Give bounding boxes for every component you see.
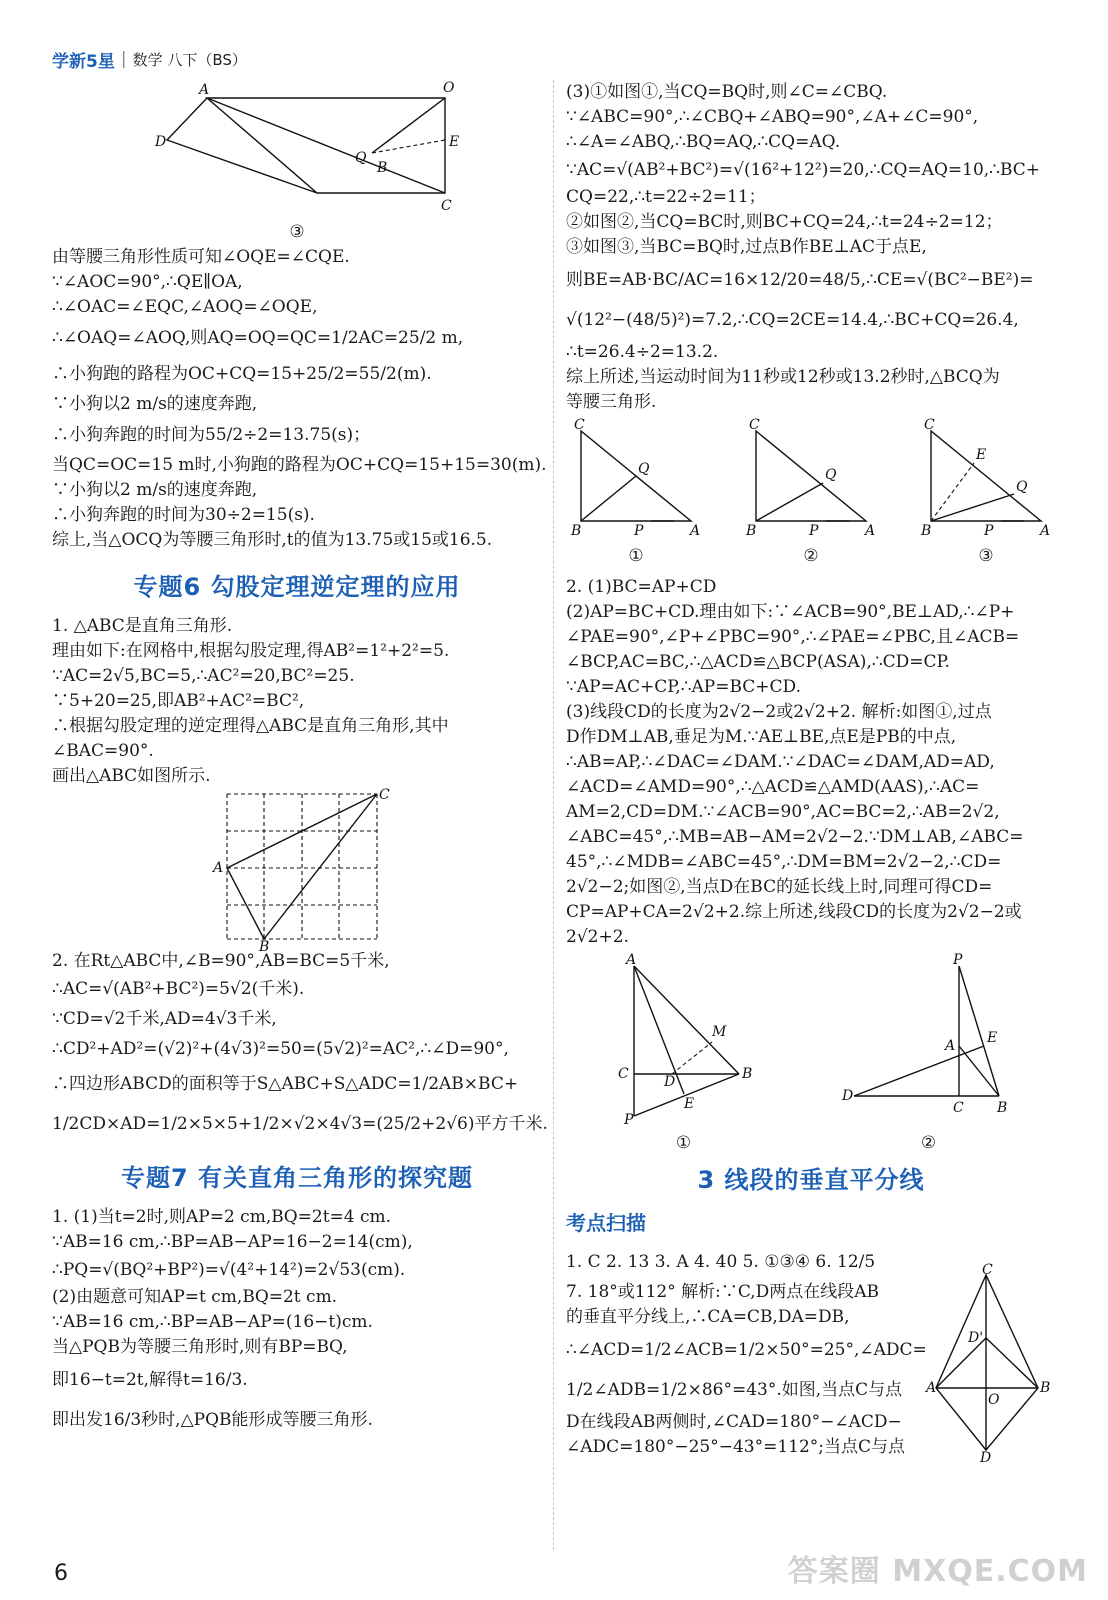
text-line: 1. △ABC是直角三角形. xyxy=(52,616,233,636)
text-line: ∵∠AOC=90°,∴QE∥OA, xyxy=(52,272,243,292)
text-line: ∵AB=16 cm,∴BP=AB−AP=(16−t)cm. xyxy=(52,1312,373,1332)
text-line: (2)由题意可知AP=t cm,BQ=2t cm. xyxy=(52,1287,338,1307)
svg-text:C: C xyxy=(574,417,585,433)
svg-text:P: P xyxy=(809,523,819,539)
svg-text:D': D' xyxy=(968,1330,984,1346)
text-line: 等腰三角形. xyxy=(566,392,657,412)
svg-text:B: B xyxy=(746,523,757,539)
text-line: AM=2,CD=DM.∵∠ACB=90°,AC=BC=2,∴AB=2√2, xyxy=(566,802,1000,822)
svg-text:B: B xyxy=(377,160,388,176)
text-line: 当△PQB为等腰三角形时,则有BP=BQ, xyxy=(52,1337,348,1357)
fig-caption: ② xyxy=(920,1133,937,1153)
svg-text:B: B xyxy=(571,523,582,539)
svg-text:Q: Q xyxy=(1016,479,1028,495)
svg-text:E: E xyxy=(683,1096,694,1112)
text-line: ∴∠OAC=∠EQC,∠AOQ=∠OQE, xyxy=(52,297,318,317)
brand-logo: 学新5星 xyxy=(52,51,115,72)
text-line: 1. (1)当t=2时,则AP=2 cm,BQ=2t=4 cm. xyxy=(52,1207,392,1227)
text-line: 45°,∴∠MDB=∠ABC=45°,∴DM=BM=2√2−2,∴CD= xyxy=(566,852,1002,872)
text-line: 7. 18°或112° 解析:∵C,D两点在线段AB xyxy=(566,1282,880,1302)
text-line: ∵AB=16 cm,∴BP=AB−AP=16−2=14(cm), xyxy=(52,1232,413,1252)
text-line: ∴∠A=∠ABQ,∴BQ=AQ,∴CQ=AQ. xyxy=(566,132,841,152)
svg-text:A: A xyxy=(625,952,636,968)
right-column xyxy=(566,80,1056,1466)
svg-text:E: E xyxy=(986,1030,997,1046)
text-line: 1/2CD×AD=1/2×5×5+1/2×√2×4√3=(25/2+2√6)平方千米. xyxy=(52,1114,548,1134)
svg-text:A: A xyxy=(944,1038,955,1054)
fig-caption: ① xyxy=(675,1133,692,1153)
text-line: ∵AC=√(AB²+BC²)=√(16²+12²)=20,∴CQ=AQ=10,∴BC+ xyxy=(566,160,1041,180)
answers-line: 1. C 2. 13 3. A 4. 40 5. ①③④ 6. 12/5 xyxy=(566,1252,876,1272)
text-line: ②如图②,当CQ=BC时,则BC+CQ=24,∴t=24÷2=12； xyxy=(566,212,1003,232)
svg-text:P: P xyxy=(634,523,644,539)
text-line: ∴小狗奔跑的时间为55/2÷2=13.75(s)； xyxy=(52,425,371,445)
text-line: √(12²−(48/5)²)=7.2,∴CQ=2CE=14.4,∴BC+CQ=26.4, xyxy=(566,310,1019,330)
text-line: ∵5+20=25,即AB²+AC²=BC², xyxy=(52,691,305,711)
svg-text:D: D xyxy=(841,1088,853,1104)
page-number: 6 xyxy=(54,1561,68,1586)
text-line: ∴AB=AP,∴∠DAC=∠DAM.∵∠DAC=∠DAM,AD=AD, xyxy=(566,752,995,772)
figure-grid-triangle xyxy=(207,787,390,955)
text-line: 综上所述,当运动时间为11秒或12秒或13.2秒时,△BCQ为 xyxy=(566,367,1000,387)
text-line: 2. 在Rt△ABC中,∠B=90°,AB=BC=5千米, xyxy=(52,951,390,971)
text-line: ∠BCP,AC=BC,∴△ACD≌△BCP(ASA),∴CD=CP. xyxy=(566,652,950,672)
figure-apd-2 xyxy=(839,952,1019,1156)
svg-text:C: C xyxy=(952,1100,964,1116)
svg-text:B: B xyxy=(741,1066,752,1082)
figure-kite xyxy=(926,1262,1056,1466)
header-subject: 数学 八下（BS） xyxy=(132,50,247,69)
header-separator: | xyxy=(120,49,127,69)
text-line: 2. (1)BC=AP+CD xyxy=(566,577,717,597)
text-line: CQ=22,∴t=22÷2=11； xyxy=(566,187,766,207)
kaodian-heading: 考点扫描 xyxy=(566,1211,646,1235)
svg-text:B: B xyxy=(1040,1380,1051,1396)
text-line: ∴CD²+AD²=(√2)²+(4√3)²=50=(5√2)²=AC²,∴∠D=90°, xyxy=(52,1039,509,1059)
svg-text:A: A xyxy=(213,860,224,876)
text-line: 画出△ABC如图所示. xyxy=(52,766,211,786)
text-line: ∴∠OAQ=∠AOQ,则AQ=OQ=QC=1/2AC=25/2 m, xyxy=(52,328,464,348)
section3-title: 3 线段的垂直平分线 xyxy=(697,1166,925,1194)
fig-caption: ② xyxy=(803,546,819,566)
text-line: ∠PAE=90°,∠P+∠PBC=90°,∴∠PAE=∠PBC,且∠ACB= xyxy=(566,627,1020,647)
svg-text:A: A xyxy=(865,523,876,539)
svg-text:O: O xyxy=(443,80,455,96)
svg-text:A: A xyxy=(690,523,701,539)
text-line: ∵小狗以2 m/s的速度奔跑, xyxy=(52,480,258,500)
text-line: D作DM⊥AB,垂足为M.∵AE⊥BE,点E是PB的中点, xyxy=(566,727,957,747)
svg-text:C: C xyxy=(982,1262,993,1278)
text-line: ∵∠ABC=90°,∴∠CBQ+∠ABQ=90°,∠A+∠C=90°, xyxy=(566,107,979,127)
text-line: ∵AC=2√5,BC=5,∴AC²=20,BC²=25. xyxy=(52,666,355,686)
svg-text:M: M xyxy=(711,1024,726,1040)
text-line: ∴小狗奔跑的时间为30÷2=15(s). xyxy=(52,505,315,525)
svg-text:D: D xyxy=(155,134,167,150)
text-line: (3)①如图①,当CQ=BQ时,则∠C=∠CBQ. xyxy=(566,82,888,102)
figure-triangle-aoc xyxy=(147,80,460,220)
text-line: ∵CD=√2千米,AD=4√3千米, xyxy=(52,1009,277,1029)
svg-text:O: O xyxy=(988,1392,1000,1408)
svg-text:B: B xyxy=(921,523,932,539)
text-line: ∠ACD=∠AMD=90°,∴△ACD≌△AMD(AAS),∴AC= xyxy=(566,777,980,797)
fig3-caption: ③ xyxy=(289,222,305,242)
svg-text:P: P xyxy=(623,1112,633,1128)
text-line: CP=AP+CA=2√2+2.综上所述,线段CD的长度为2√2−2或 xyxy=(566,902,1022,922)
svg-text:D: D xyxy=(980,1450,992,1466)
watermark: 答案圈 MXQE.COM xyxy=(787,1554,1088,1589)
svg-text:C: C xyxy=(924,417,935,433)
text-line: 理由如下:在网格中,根据勾股定理,得AB²=1²+2²=5. xyxy=(52,641,450,661)
svg-text:B: B xyxy=(996,1100,1007,1116)
q7-text xyxy=(566,1280,926,1460)
text-line: (3)线段CD的长度为2√2−2或2√2+2. 解析:如图①,过点 xyxy=(566,702,992,722)
svg-text:C: C xyxy=(441,198,452,214)
svg-text:P: P xyxy=(984,523,994,539)
text-line: ∵AP=AC+CP,∴AP=BC+CD. xyxy=(566,677,801,697)
svg-text:D: D xyxy=(663,1074,675,1090)
svg-text:C: C xyxy=(379,787,390,803)
svg-text:A: A xyxy=(199,82,210,98)
text-line: D在线段AB两侧时,∠CAD=180°−∠ACD− xyxy=(566,1412,902,1432)
figures-row-2 xyxy=(566,952,1056,1156)
fig-caption: ③ xyxy=(978,546,994,566)
text-line: 2√2−2;如图②,当点D在BC的延长线上时,同理可得CD= xyxy=(566,877,993,897)
text-line: 综上,当△OCQ为等腰三角形时,t的值为13.75或15或16.5. xyxy=(52,530,493,550)
svg-text:B: B xyxy=(259,939,270,955)
text-line: ③如图③,当BC=BQ时,过点B作BE⊥AC于点E, xyxy=(566,237,927,257)
figure-3 xyxy=(916,417,1056,569)
text-line: ∴根据勾股定理的逆定理得△ABC是直角三角形,其中 xyxy=(52,716,449,736)
svg-text:P: P xyxy=(952,952,962,968)
svg-text:A: A xyxy=(926,1380,937,1396)
svg-text:E: E xyxy=(449,134,460,150)
figures-row-1 xyxy=(566,417,1056,569)
text-line: ∠ABC=45°,∴MB=AB−AM=2√2−2.∵DM⊥AB,∠ABC= xyxy=(566,827,1024,847)
topic7-title: 专题7 有关直角三角形的探究题 xyxy=(120,1164,474,1192)
text-line: ∵小狗以2 m/s的速度奔跑, xyxy=(52,394,258,414)
text-line: ∴PQ=√(BQ²+BP²)=√(4²+14²)=2√53(cm). xyxy=(52,1260,406,1280)
figure-2 xyxy=(741,417,881,569)
svg-text:C: C xyxy=(749,417,760,433)
svg-text:A: A xyxy=(1040,523,1051,539)
text-line: 的垂直平分线上,∴CA=CB,DA=DB, xyxy=(566,1307,850,1327)
text-line: ∠BAC=90°. xyxy=(52,741,154,761)
svg-text:C: C xyxy=(617,1066,629,1082)
page-header xyxy=(52,46,247,72)
svg-text:Q: Q xyxy=(355,150,367,166)
fig-caption: ① xyxy=(628,546,644,566)
text-line: (2)AP=BC+CD.理由如下:∵∠ACB=90°,BE⊥AD,∴∠P+ xyxy=(566,602,1015,622)
text-line: ∴AC=√(AB²+BC²)=5√2(千米). xyxy=(52,979,305,999)
text-line: 2√2+2. xyxy=(566,927,629,947)
left-column xyxy=(52,80,548,1440)
text-line: 1/2∠ADB=1/2×86°=43°.如图,当点C与点 xyxy=(566,1380,903,1400)
text-line: 则BE=AB·BC/AC=16×12/20=48/5,∴CE=√(BC²−BE²)= xyxy=(566,270,1034,290)
text-line: 即出发16/3秒时,△PQB能形成等腰三角形. xyxy=(52,1410,373,1430)
column-divider xyxy=(553,80,554,1550)
svg-text:Q: Q xyxy=(638,461,650,477)
svg-text:E: E xyxy=(976,447,987,463)
svg-text:Q: Q xyxy=(825,467,837,483)
text-line: ∴∠ACD=1/2∠ACB=1/2×50°=25°,∠ADC= xyxy=(566,1340,927,1360)
text-line: ∠ADC=180°−25°−43°=112°;当点C与点 xyxy=(566,1437,906,1457)
text-line: ∴四边形ABCD的面积等于S△ABC+S△ADC=1/2AB×BC+ xyxy=(52,1074,519,1094)
text-line: 即16−t=2t,解得t=16/3. xyxy=(52,1370,248,1390)
figure-1 xyxy=(566,417,706,569)
text-line: ∴t=26.4÷2=13.2. xyxy=(566,342,719,362)
topic6-title: 专题6 勾股定理逆定理的应用 xyxy=(133,573,461,601)
text-line: ∴小狗跑的路程为OC+CQ=15+25/2=55/2(m). xyxy=(52,364,432,384)
text-line: 由等腰三角形性质可知∠OQE=∠CQE. xyxy=(52,247,350,267)
text-line: 当QC=OC=15 m时,小狗跑的路程为OC+CQ=15+15=30(m). xyxy=(52,455,547,475)
figure-apd-1 xyxy=(604,952,764,1156)
